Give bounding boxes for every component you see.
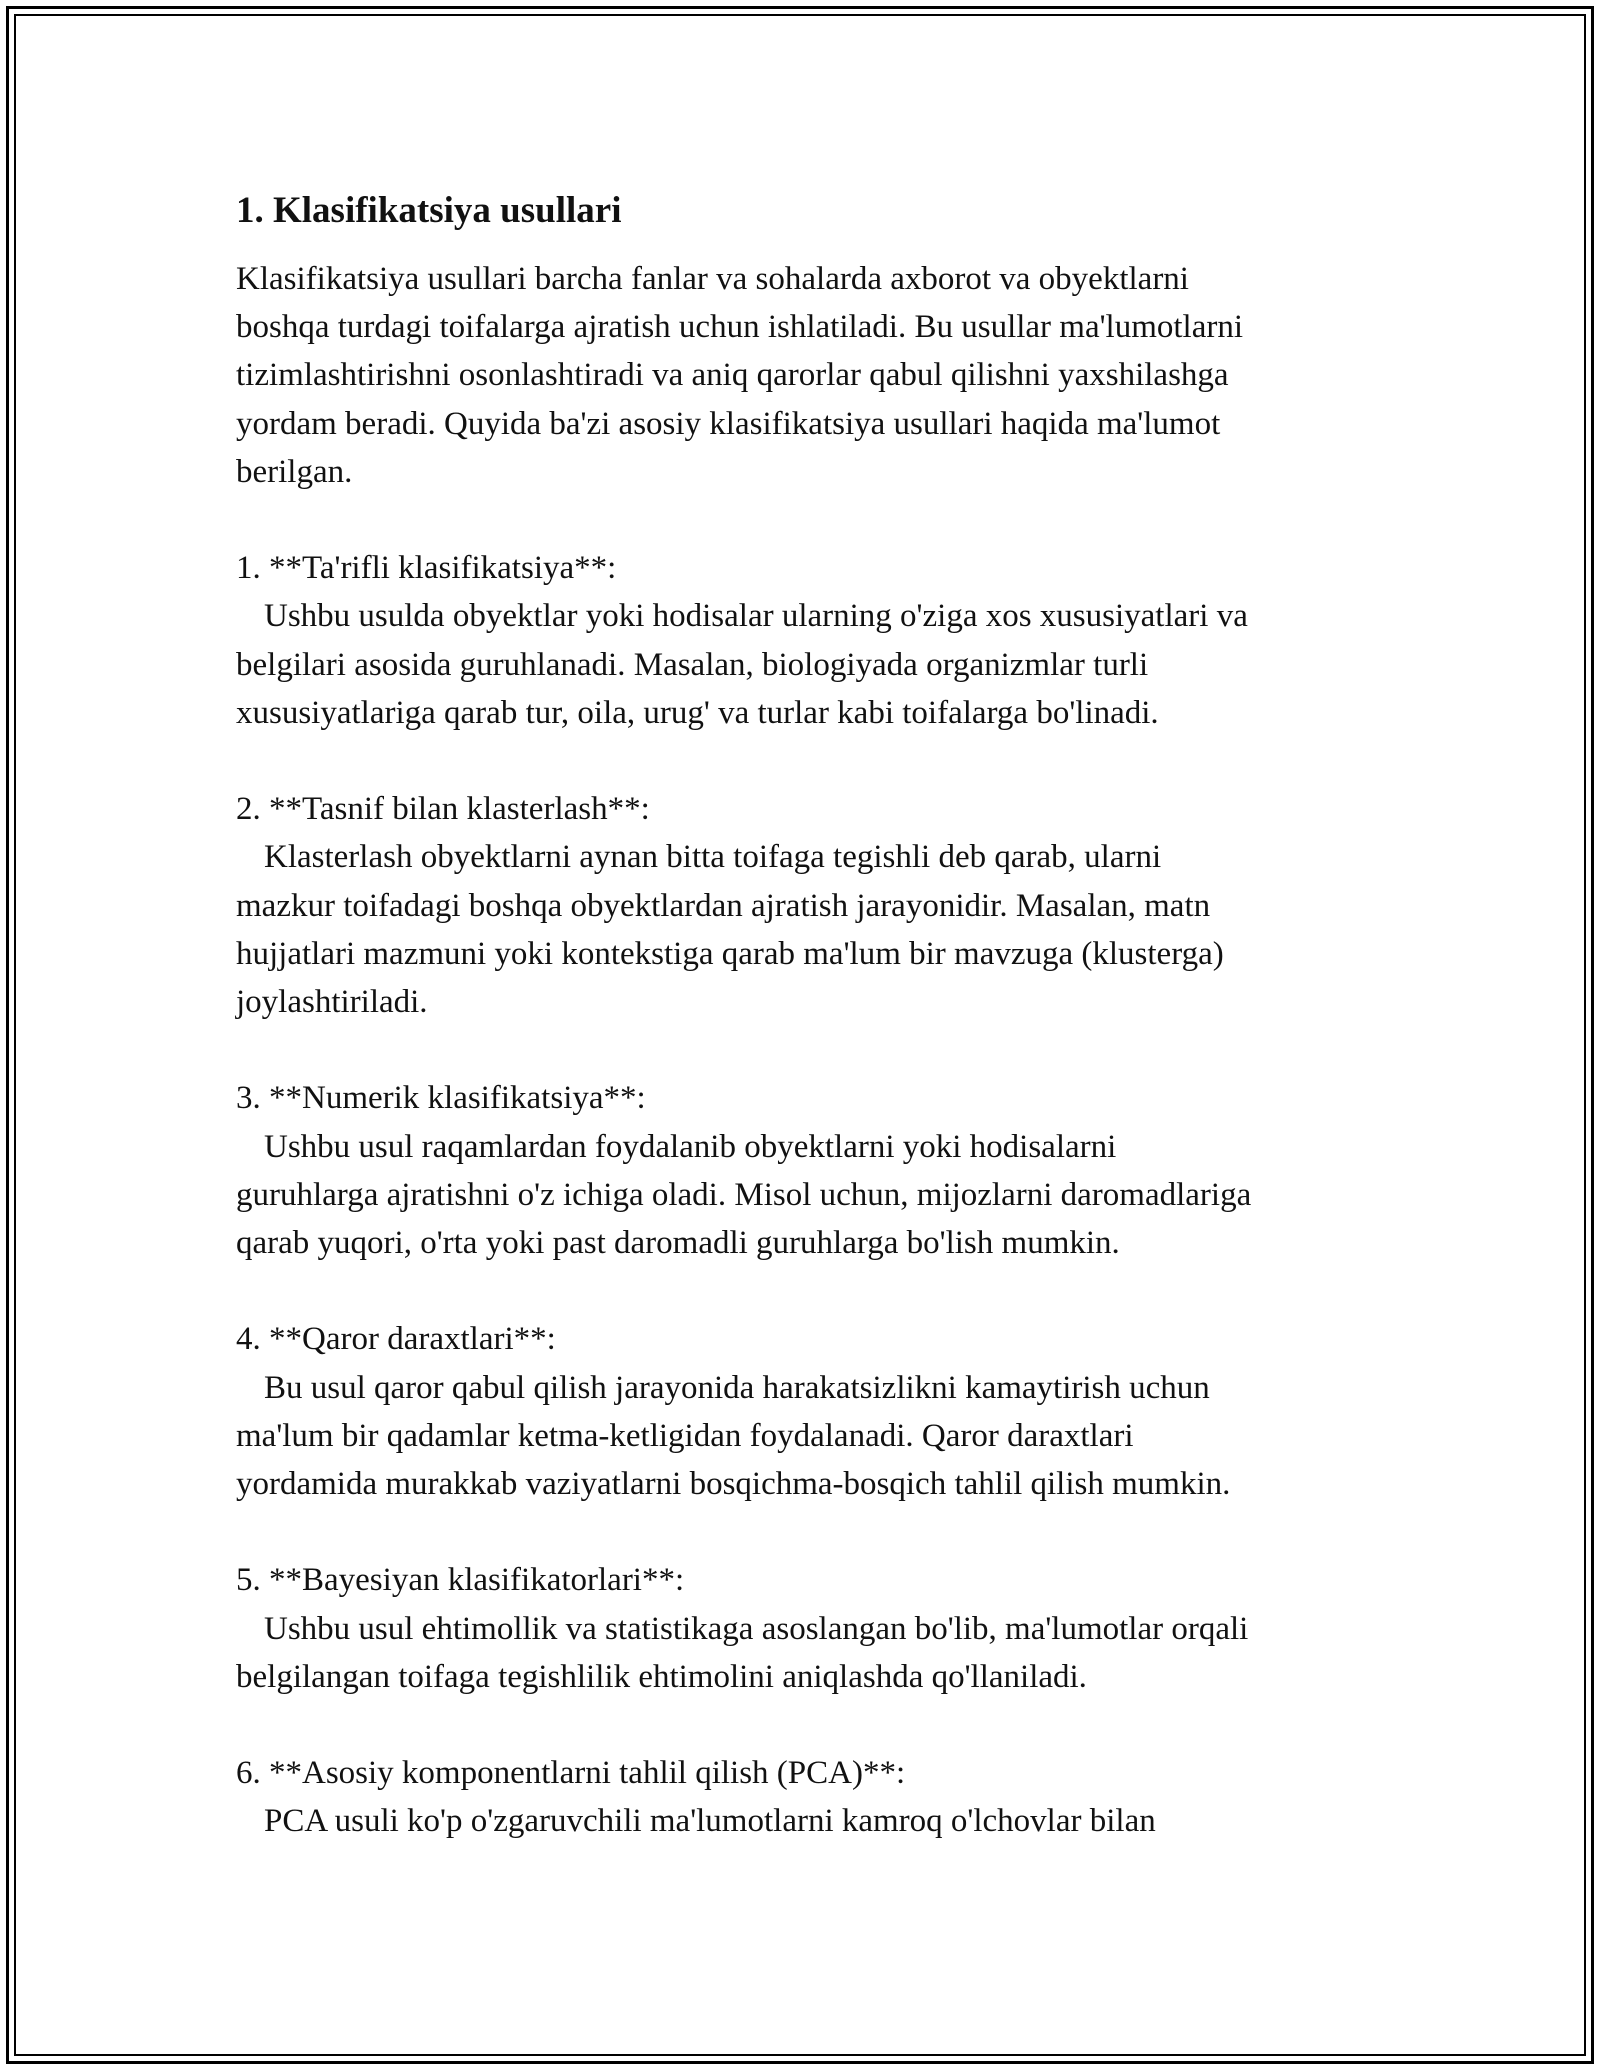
list-item-body: Ushbu usulda obyektlar yoki hodisalar ularning o'ziga xos xususiyatlari va belgilari asosida guruhlanadi. Masalan, biologiyada organizmlar turli xususiyatlariga qarab tur, oila, urug' va turlar kabi toifalarga bo'linadi. — [236, 598, 1248, 731]
spacer — [236, 1267, 1376, 1315]
spacer — [236, 1701, 1376, 1749]
list-item-heading: 6. **Asosiy komponentlarni tahlil qilish (PCA)**: — [236, 1755, 906, 1792]
spacer — [236, 737, 1376, 785]
list-item-heading: 4. **Qaror daraxtlari**: — [236, 1321, 556, 1358]
list-item-heading: 2. **Tasnif bilan klasterlash**: — [236, 791, 650, 828]
list-item-body: Bu usul qaror qabul qilish jarayonida harakatsizlikni kamaytirish uchun ma'lum bir qadamlar ketma-ketligidan foydalanadi. Qaror daraxtlari yordamida murakkab vaziyatlarni bosqichma-bosqich tahlil qilish mumkin. — [236, 1369, 1231, 1503]
document-title: 1. Klasifikatsiya usullari — [236, 190, 622, 231]
list-item-body: PCA usuli ko'p o'zgaruvchili ma'lumotlarni kamroq o'lchovlar bilan — [264, 1803, 1156, 1840]
list-item-heading: 1. **Ta'rifli klasifikatsiya**: — [236, 550, 617, 587]
list-item — [236, 1074, 1376, 1267]
spacer — [236, 1026, 1376, 1074]
list-item-heading: 5. **Bayesiyan klasifikatorlari**: — [236, 1562, 685, 1599]
list-item — [236, 1749, 1376, 1845]
list-item-heading: 3. **Numerik klasifikatsiya**: — [236, 1080, 646, 1117]
list-item — [236, 1556, 1376, 1701]
spacer — [236, 496, 1376, 544]
list-item — [236, 785, 1376, 1026]
document-body — [236, 185, 1376, 1846]
list-item — [236, 1315, 1376, 1508]
spacer — [236, 1508, 1376, 1556]
intro-paragraph: Klasifikatsiya usullari barcha fanlar va sohalarda axborot va obyektlarni boshqa turdagi toifalarga ajratish uchun ishlatiladi. Bu usullar ma'lumotlarni tizimlashtirishni osonlashtiradi va aniq qarorlar qabul qilishni yaxshilashga yordam beradi. Quyida ba'zi asosiy klasifikatsiya usullari haqida ma'lumot berilgan. — [236, 261, 1244, 490]
list-item-body: Ushbu usul ehtimollik va statistikaga asoslangan bo'lib, ma'lumotlar orqali belgilangan toifaga tegishlilik ehtimolini aniqlashda qo'llaniladi. — [236, 1610, 1249, 1695]
list-item — [236, 544, 1376, 737]
list-item-body: Klasterlash obyektlarni aynan bitta toifaga tegishli deb qarab, ularni mazkur toifadagi boshqa obyektlardan ajratish jarayonidir. Masalan, matn hujjatlari mazmuni yoki kontekstiga qarab ma'lum bir mavzuga (klusterga) joylashtiriladi. — [236, 839, 1224, 1021]
list-item-body: Ushbu usul raqamlardan foydalanib obyektlarni yoki hodisalarni guruhlarga ajratishni o'z ichiga oladi. Misol uchun, mijozlarni daromadlariga qarab yuqori, o'rta yoki past daromadli guruhlarga bo'lish mumkin. — [236, 1128, 1252, 1262]
